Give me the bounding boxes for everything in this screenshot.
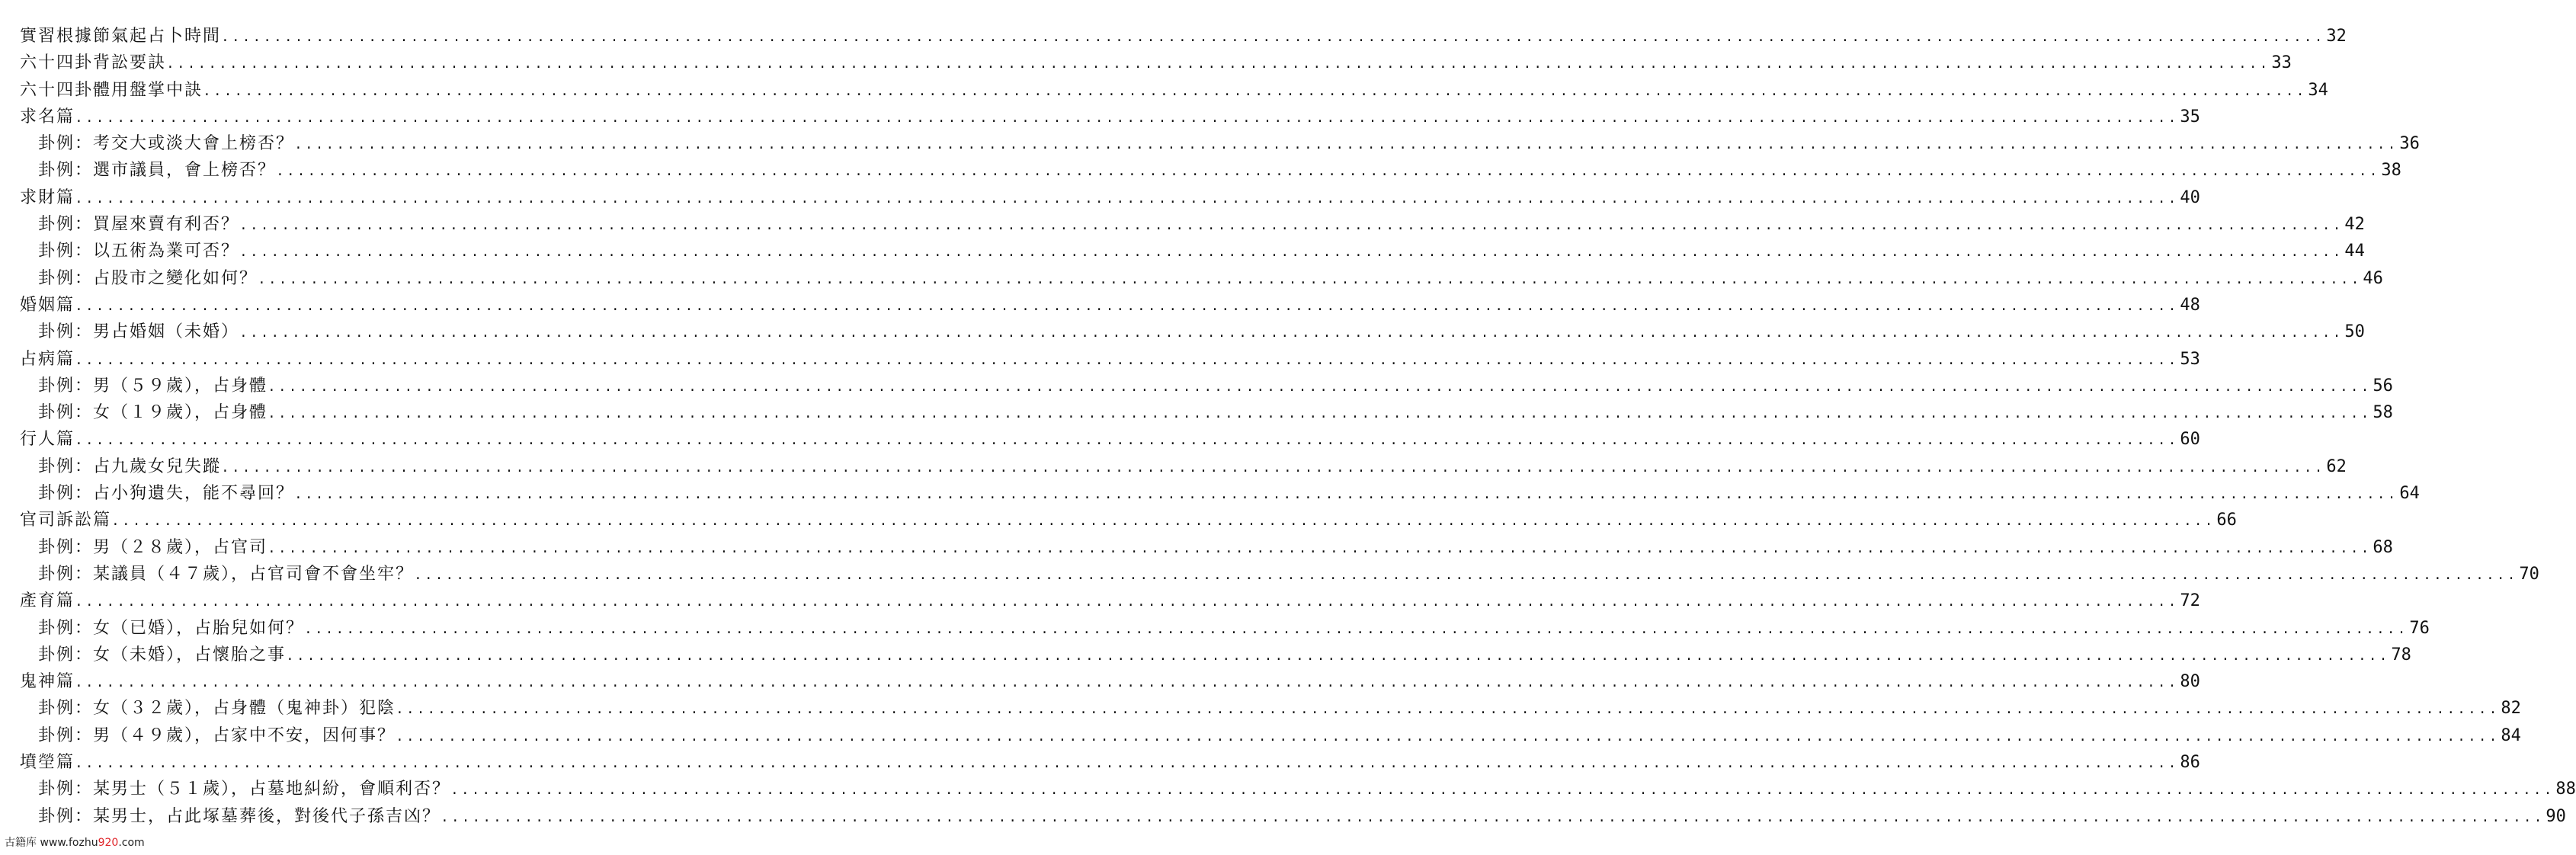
toc-page-number: 33 [2271, 53, 2292, 73]
toc-entry-title: 行人篇 [20, 430, 75, 450]
toc-dot-leader: ........................................................................................................................................................................................................ [166, 57, 2270, 73]
toc-section-entry [20, 668, 2200, 695]
toc-sub-entry [20, 480, 2420, 507]
toc-page-number: 56 [2373, 376, 2393, 395]
toc-page-number: 82 [2501, 699, 2521, 719]
toc-sub-entry [20, 373, 2393, 399]
toc-sub-entry [20, 776, 2576, 802]
toc-page-number: 32 [2326, 27, 2347, 46]
toc-dot-leader: ........................................................................................................................................................................................................ [294, 488, 2398, 504]
toc-page-number: 48 [2180, 295, 2200, 315]
toc-page-number: 64 [2399, 484, 2420, 504]
watermark-label: 古籍库 [5, 837, 37, 849]
toc-entry-title: 卦例：選市議員，會上榜否？ [38, 161, 277, 181]
toc-section-entry [20, 184, 2200, 211]
toc-section-entry [20, 77, 2328, 104]
toc-page-number: 80 [2180, 672, 2200, 692]
toc-sub-entry [20, 803, 2566, 830]
toc-page-number: 58 [2373, 403, 2393, 423]
toc-entry-title: 卦例：女（未婚），占懷胎之事 [38, 645, 287, 664]
toc-entry-title: 卦例：某男士（５１歲），占墓地糾紛，會順利否？ [38, 780, 451, 799]
toc-sub-entry [20, 238, 2365, 264]
toc-dot-leader: ........................................................................................................................................................................................................ [75, 353, 2179, 369]
toc-page-number: 84 [2501, 725, 2521, 745]
toc-section-entry [20, 50, 2292, 76]
toc-page-number: 60 [2180, 430, 2200, 450]
toc-page-number: 62 [2326, 456, 2347, 476]
toc-dot-leader: ........................................................................................................................................................................................................ [258, 272, 2362, 288]
toc-section-entry [20, 749, 2200, 776]
toc-entry-title: 占病篇 [20, 349, 75, 369]
toc-dot-leader: ........................................................................................................................................................................................................ [221, 460, 2325, 476]
toc-sub-entry [20, 534, 2393, 561]
toc-page-number: 38 [2381, 161, 2401, 181]
toc-dot-leader: ........................................................................................................................................................................................................ [268, 379, 2372, 395]
toc-sub-entry [20, 453, 2347, 480]
toc-dot-leader: ........................................................................................................................................................................................................ [268, 541, 2372, 557]
toc-dot-leader: ........................................................................................................................................................................................................ [239, 245, 2344, 261]
toc-page-number: 53 [2180, 349, 2200, 369]
toc-page-number: 42 [2344, 215, 2365, 235]
toc-section-entry [20, 507, 2237, 533]
toc-entry-title: 卦例：占九歲女兒失蹤 [38, 456, 222, 476]
toc-entry-title: 產育篇 [20, 591, 75, 611]
toc-page-number: 44 [2344, 242, 2365, 261]
toc-dot-leader: ........................................................................................................................................................................................................ [75, 676, 2179, 692]
toc-dot-leader: ........................................................................................................................................................................................................ [239, 219, 2344, 235]
toc-entry-title: 卦例：占小狗遺失，能不尋回？ [38, 484, 295, 504]
toc-page-number: 50 [2344, 322, 2365, 342]
toc-dot-leader: ........................................................................................................................................................................................................ [268, 407, 2372, 423]
toc-entry-title: 卦例：男（２８歲），占官司 [38, 537, 268, 557]
toc-page-number: 76 [2409, 618, 2430, 638]
toc-sub-entry [20, 265, 2383, 292]
toc-entry-title: 墳塋篇 [20, 753, 75, 773]
toc-page-number: 88 [2555, 780, 2576, 799]
toc-dot-leader: ........................................................................................................................................................................................................ [75, 299, 2179, 315]
toc-sub-entry [20, 615, 2430, 642]
toc-dot-leader: ........................................................................................................................................................................................................ [221, 30, 2325, 46]
toc-dot-leader: ........................................................................................................................................................................................................ [294, 138, 2398, 154]
toc-entry-title: 鬼神篇 [20, 672, 75, 692]
toc-dot-leader: ........................................................................................................................................................................................................ [286, 648, 2390, 664]
toc-entry-title: 六十四卦體用盤掌中訣 [20, 80, 203, 100]
toc-page-number: 70 [2519, 564, 2539, 584]
toc-page-number: 90 [2546, 806, 2566, 826]
toc-entry-title: 六十四卦背訟要訣 [20, 53, 167, 73]
toc-sub-entry [20, 695, 2521, 722]
toc-section-entry [20, 588, 2200, 614]
toc-entry-title: 卦例：買屋來賣有利否？ [38, 215, 240, 235]
watermark-footer [5, 834, 145, 850]
toc-entry-title: 卦例：男（４９歲），占家中不安，因何事？ [38, 725, 396, 745]
toc-entry-title: 官司訴訟篇 [20, 511, 112, 530]
toc-page-number: 72 [2180, 591, 2200, 611]
toc-page-number: 86 [2180, 753, 2200, 773]
toc-page-number: 34 [2308, 80, 2328, 100]
toc-sub-entry [20, 157, 2401, 184]
toc-entry-title: 婚姻篇 [20, 295, 75, 315]
toc-entry-title: 卦例：女（３２歲），占身體（鬼神卦）犯陰 [38, 699, 396, 719]
toc-dot-leader: ........................................................................................................................................................................................................ [75, 191, 2179, 207]
toc-page-number: 66 [2216, 511, 2237, 530]
toc-section-entry [20, 292, 2200, 319]
toc-entry-title: 卦例：某男士，占此塚墓葬後，對後代子孫吉凶？ [38, 806, 441, 826]
toc-page-number: 78 [2391, 645, 2411, 664]
table-of-contents [20, 23, 2576, 830]
toc-page-number: 46 [2363, 268, 2383, 288]
toc-sub-entry [20, 211, 2365, 238]
toc-dot-leader: ........................................................................................................................................................................................................ [75, 757, 2179, 773]
toc-sub-entry [20, 642, 2411, 668]
toc-entry-title: 實習根據節氣起占卜時間 [20, 27, 222, 46]
toc-entry-title: 卦例：女（已婚），占胎兒如何？ [38, 618, 305, 638]
toc-sub-entry [20, 722, 2521, 749]
toc-sub-entry [20, 319, 2365, 345]
toc-dot-leader: ........................................................................................................................................................................................................ [75, 434, 2179, 450]
toc-dot-leader: ........................................................................................................................................................................................................ [276, 165, 2380, 181]
watermark-site-suffix: .com [118, 837, 145, 849]
toc-page-number: 35 [2180, 107, 2200, 126]
toc-sub-entry [20, 399, 2393, 426]
toc-dot-leader: ........................................................................................................................................................................................................ [75, 595, 2179, 611]
toc-section-entry [20, 23, 2347, 50]
toc-dot-leader: ........................................................................................................................................................................................................ [450, 783, 2555, 799]
toc-dot-leader: ........................................................................................................................................................................................................ [239, 326, 2344, 342]
toc-entry-title: 卦例：男占婚姻（未婚） [38, 322, 240, 342]
toc-entry-title: 卦例：男（５９歲），占身體 [38, 376, 268, 395]
toc-page-number: 36 [2399, 134, 2420, 154]
toc-page-number: 40 [2180, 187, 2200, 207]
toc-dot-leader: ........................................................................................................................................................................................................ [441, 810, 2545, 826]
toc-dot-leader: ........................................................................................................................................................................................................ [203, 84, 2307, 100]
toc-sub-entry [20, 561, 2539, 588]
toc-entry-title: 求名篇 [20, 107, 75, 126]
toc-entry-title: 求財篇 [20, 187, 75, 207]
toc-entry-title: 卦例：占股市之變化如何？ [38, 268, 258, 288]
toc-section-entry [20, 104, 2200, 130]
toc-section-entry [20, 426, 2200, 453]
toc-dot-leader: ........................................................................................................................................................................................................ [111, 514, 2216, 530]
toc-entry-title: 卦例：以五術為業可否？ [38, 242, 240, 261]
toc-section-entry [20, 346, 2200, 373]
toc-dot-leader: ........................................................................................................................................................................................................ [75, 110, 2179, 126]
toc-dot-leader: ........................................................................................................................................................................................................ [396, 703, 2500, 719]
toc-dot-leader: ........................................................................................................................................................................................................ [396, 729, 2500, 745]
watermark-site-prefix: www.fo [37, 837, 79, 849]
toc-sub-entry [20, 130, 2420, 157]
toc-entry-title: 卦例：考交大或淡大會上榜否？ [38, 134, 295, 154]
toc-dot-leader: ........................................................................................................................................................................................................ [414, 568, 2518, 584]
toc-entry-title: 卦例：某議員（４７歲），占官司會不會坐牢？ [38, 564, 415, 584]
toc-page-number: 68 [2373, 537, 2393, 557]
toc-dot-leader: ........................................................................................................................................................................................................ [304, 622, 2408, 638]
watermark-site-mid: zhu [78, 837, 98, 849]
toc-entry-title: 卦例：女（１９歲），占身體 [38, 403, 268, 423]
watermark-site-accent: 920 [98, 837, 119, 849]
